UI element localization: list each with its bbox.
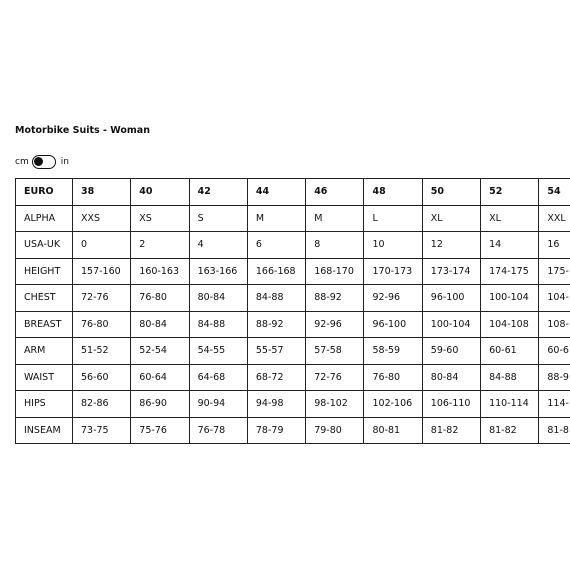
page-title: Motorbike Suits - Woman (15, 125, 150, 136)
table-cell: M (247, 205, 305, 232)
table-cell: 102-106 (364, 391, 422, 418)
table-cell: 55-57 (247, 338, 305, 365)
table-cell: 59-60 (422, 338, 480, 365)
table-cell: 96-100 (422, 285, 480, 312)
table-cell: 56-60 (73, 364, 131, 391)
table-cell: 10 (364, 232, 422, 259)
table-cell: 110-114 (481, 391, 539, 418)
table-cell: 73-75 (73, 417, 131, 444)
size-header-cell: 52 (481, 179, 539, 206)
table-row (16, 311, 570, 338)
table-cell: 84-88 (189, 311, 247, 338)
table-cell: 78-79 (247, 417, 305, 444)
size-header-cell: 40 (131, 179, 189, 206)
toggle-knob (34, 157, 43, 166)
unit-toggle[interactable] (32, 155, 56, 169)
table-cell: XXS (73, 205, 131, 232)
table-cell: 60-64 (131, 364, 189, 391)
row-label: USA-UK (16, 232, 73, 259)
table-cell: 8 (306, 232, 364, 259)
table-cell: 52-54 (131, 338, 189, 365)
table-cell: M (306, 205, 364, 232)
table-row (16, 364, 570, 391)
table-cell: 170-173 (364, 258, 422, 285)
table-cell: 168-170 (306, 258, 364, 285)
table-cell: 86-90 (131, 391, 189, 418)
table-cell: 100-104 (422, 311, 480, 338)
table-cell: 76-80 (73, 311, 131, 338)
unit-switcher (15, 154, 69, 170)
table-cell: 80-84 (189, 285, 247, 312)
size-header-cell: 46 (306, 179, 364, 206)
table-cell: 14 (481, 232, 539, 259)
table-cell: 75-76 (131, 417, 189, 444)
table-cell: 57-58 (306, 338, 364, 365)
table-cell: 84-88 (481, 364, 539, 391)
unit-cm-label: cm (15, 157, 29, 167)
table-cell: 58-59 (364, 338, 422, 365)
table-cell: 12 (422, 232, 480, 259)
table-cell: 76-78 (189, 417, 247, 444)
table-cell: 81-82 (481, 417, 539, 444)
table-cell: 160-163 (131, 258, 189, 285)
row-label: ALPHA (16, 205, 73, 232)
table-cell: XXL (539, 205, 570, 232)
size-header-cell: 42 (189, 179, 247, 206)
table-cell: 68-72 (247, 364, 305, 391)
table-cell: 88-92 (247, 311, 305, 338)
size-header-cell: 50 (422, 179, 480, 206)
table-cell: 173-174 (422, 258, 480, 285)
table-cell: 108- (539, 311, 570, 338)
table-cell: 81-8 (539, 417, 570, 444)
table-cell: 80-84 (422, 364, 480, 391)
table-cell: 104-108 (481, 311, 539, 338)
size-header-cell: 44 (247, 179, 305, 206)
table-cell: 174-175 (481, 258, 539, 285)
table-cell: 82-86 (73, 391, 131, 418)
table-cell: 104- (539, 285, 570, 312)
table-cell: 72-76 (306, 364, 364, 391)
table-row (16, 258, 570, 285)
table-cell: 157-160 (73, 258, 131, 285)
table-cell: XS (131, 205, 189, 232)
table-header-row (16, 179, 570, 206)
table-cell: 84-88 (247, 285, 305, 312)
table-cell: 76-80 (131, 285, 189, 312)
table-row (16, 338, 570, 365)
table-cell: 88-92 (306, 285, 364, 312)
table-row (16, 205, 570, 232)
table-cell: 64-68 (189, 364, 247, 391)
table-cell: 92-96 (306, 311, 364, 338)
table-cell: 175- (539, 258, 570, 285)
row-label: HEIGHT (16, 258, 73, 285)
row-label: ARM (16, 338, 73, 365)
table-cell: L (364, 205, 422, 232)
table-cell: 72-76 (73, 285, 131, 312)
table-cell: 79-80 (306, 417, 364, 444)
table-cell: 60-61 (481, 338, 539, 365)
table-cell: 2 (131, 232, 189, 259)
table-cell: 81-82 (422, 417, 480, 444)
table-cell: 166-168 (247, 258, 305, 285)
table-cell: 94-98 (247, 391, 305, 418)
table-cell: 16 (539, 232, 570, 259)
row-label: BREAST (16, 311, 73, 338)
table-row (16, 232, 570, 259)
row-label: CHEST (16, 285, 73, 312)
table-cell: 4 (189, 232, 247, 259)
table-cell: 0 (73, 232, 131, 259)
table-cell: 100-104 (481, 285, 539, 312)
table-cell: 60-6 (539, 338, 570, 365)
table-cell: 80-81 (364, 417, 422, 444)
table-cell: 51-52 (73, 338, 131, 365)
table-row (16, 285, 570, 312)
size-header-cell: 48 (364, 179, 422, 206)
table-cell: 163-166 (189, 258, 247, 285)
table-cell: 80-84 (131, 311, 189, 338)
table-cell: XL (422, 205, 480, 232)
size-header-cell: 38 (73, 179, 131, 206)
table-cell: 96-100 (364, 311, 422, 338)
table-row (16, 417, 570, 444)
table-cell: 92-96 (364, 285, 422, 312)
row-label: HIPS (16, 391, 73, 418)
table-cell: 106-110 (422, 391, 480, 418)
size-table (15, 178, 570, 444)
unit-in-label: in (60, 157, 69, 167)
table-cell: 114- (539, 391, 570, 418)
table-cell: 54-55 (189, 338, 247, 365)
table-cell: 88-9 (539, 364, 570, 391)
row-label: INSEAM (16, 417, 73, 444)
row-label: WAIST (16, 364, 73, 391)
table-cell: XL (481, 205, 539, 232)
size-table-scroll[interactable] (15, 178, 570, 453)
table-row (16, 391, 570, 418)
table-cell: 76-80 (364, 364, 422, 391)
table-cell: 6 (247, 232, 305, 259)
row-label: EURO (16, 179, 73, 206)
table-cell: 90-94 (189, 391, 247, 418)
size-header-cell: 54 (539, 179, 570, 206)
table-cell: S (189, 205, 247, 232)
table-cell: 98-102 (306, 391, 364, 418)
